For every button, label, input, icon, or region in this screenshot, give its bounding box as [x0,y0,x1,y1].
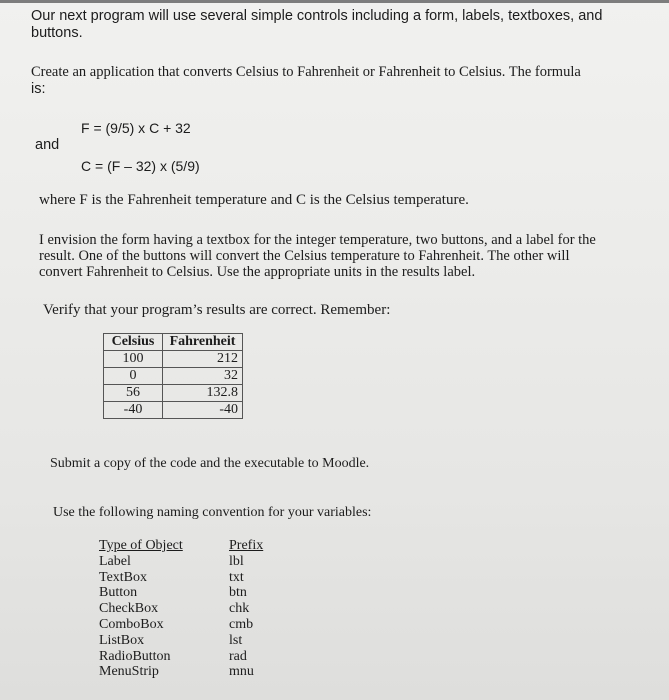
fahrenheit-cell: 212 [163,351,243,368]
intro-line-2: buttons. [31,25,83,41]
conversion-table [103,333,243,419]
prefix-header: Prefix [229,538,264,553]
object-type-header: Type of Object [99,538,183,553]
object-type-item: TextBox [99,569,148,585]
celsius-cell: 100 [104,351,163,368]
celsius-cell: -40 [104,402,163,419]
table-row [104,402,243,419]
and-word: and [35,137,60,153]
fahrenheit-cell: -40 [163,402,243,419]
prefix-item: rad [229,648,247,664]
object-type-item: MenuStrip [99,664,159,680]
submit-sentence: Submit a copy of the code and the executable to Moodle. [50,456,370,471]
conversion-table-header [104,334,243,351]
envision-paragraph [39,232,596,280]
prefix-item: txt [229,569,244,585]
object-type-item: ComboBox [99,616,164,632]
object-type-item: Label [99,553,131,569]
table-row [104,351,243,368]
verify-sentence: Verify that your program’s results are correct. Remember: [43,302,391,318]
prefix-item: lst [229,632,243,648]
object-type-item: RadioButton [99,648,171,664]
where-sentence: where F is the Fahrenheit temperature and C is the Celsius temperature. [39,192,469,208]
table-row [104,368,243,385]
header-fahrenheit: Fahrenheit [163,334,243,351]
prefix-item: cmb [229,616,254,632]
prefix-item: lbl [229,553,244,569]
fahrenheit-cell: 132.8 [163,385,243,402]
prefix-column [229,538,263,680]
task-line-2: is: [31,81,46,97]
prefix-item: btn [229,585,247,601]
object-type-item: CheckBox [99,601,159,617]
object-type-item: Button [99,585,138,601]
formula-fahrenheit: F = (9/5) x C + 32 [81,120,191,136]
envision-line-2: result. One of the buttons will convert the Celsius temperature to Fahrenheit. The other will [39,248,570,264]
top-border-line [0,0,669,3]
task-line-1: Create an application that converts Celsius to Fahrenheit or Fahrenheit to Celsius. The formula [31,64,581,80]
intro-paragraph [31,8,602,42]
envision-line-1: I envision the form having a textbox for the integer temperature, two buttons, and a label for the [39,232,596,248]
header-celsius: Celsius [104,334,163,351]
object-type-item: ListBox [99,632,145,648]
envision-line-3: convert Fahrenheit to Celsius. Use the appropriate units in the results label. [39,264,476,280]
task-paragraph [31,64,581,98]
prefix-item: mnu [229,664,254,680]
formula-celsius: C = (F – 32) x (5/9) [81,158,200,174]
prefix-item: chk [229,601,250,617]
celsius-cell: 0 [104,368,163,385]
naming-sentence: Use the following naming convention for your variables: [53,505,372,520]
celsius-cell: 56 [104,385,163,402]
intro-line-1: Our next program will use several simple controls including a form, labels, textboxes, and [31,8,603,24]
table-row [104,385,243,402]
fahrenheit-cell: 32 [163,368,243,385]
object-type-column [99,538,183,680]
